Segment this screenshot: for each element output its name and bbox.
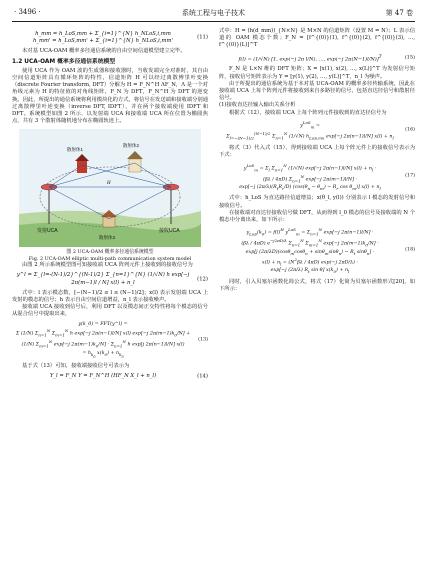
paragraph: 在接收端对直达径接收信号做 DFT，从而得到 l_0 模态的信号及接收端的 N 个模态中分离出来，如下所示： [219, 209, 415, 224]
equation-number: (11) [197, 34, 208, 41]
equation-number: (12) [197, 276, 208, 283]
equation-17 [219, 163, 415, 193]
equation-number: (14) [197, 373, 208, 380]
scatterer-3-label: 散射体3 [99, 235, 116, 241]
figure-caption-cn: 图 2 UCA-OAM 概率多径通信系统模型 [66, 249, 154, 256]
equation-13-line-1: Σ (1/N) $\Sigma_{n=1}^N$ $\Sigma_{m=1}^N$ h exp[−j 2π(n−1)l/N] x(l) exp[−j $2\pi(m-1)k_0/N$] + [15, 328, 191, 338]
equation-16-line-2: $\Sigma_{l=-(N-1)/2}^{(N-1)/2}$ $\Sigma_{n=1}^N$ (1/√N) $h_{LoS,mn}$ exp[−j 2π(n−1)l/N] $x(l) + n_l$ [226, 131, 394, 141]
paragraph: 根据式（12），接收端 UCA 上每个阵列元件接收到的直达径信号为 [229, 109, 387, 116]
paragraph: 基于式（13）可知，接收端接收信号可表示为 [22, 362, 130, 369]
equation-12-body: y^l = Σ_{l=-(N-1)/2}^{(N-1)/2} Σ_{n=1}^{N} (1/√N) h exp[−j 2π(m−1)l / N] x(l) + n_l [16, 272, 190, 286]
equation-17-line-2: (βλ / 4πD) $\Sigma_{n=1}^N$ exp[−j 2π(m−1)l/N] · [262, 173, 358, 184]
equation-11-line-a: h_mm = h_LoS,mm + Σ_{i=1}^{N} h_NLoS,i,mm [35, 31, 171, 37]
paragraph: 由于所提出的通信系统为基于本对基 UCA-OAM 的概率多径传输系统，因此在接收端 UCA 上每个阵列元件将接收到来自多路径的信号，包括直达径信号和散射径信号。 [219, 80, 415, 102]
equation-18-line-2: (βλ / 4πD) $e^{-j2\pi D/\lambda}$ $\Sigma_{n=1}^N$ $\Sigma_{m=1}^N$ exp[−j $2\pi(m-1)k_0/N$] · [241, 238, 379, 248]
channel-label: H [107, 181, 111, 187]
equation-13-line-3: = $h_{k_0}$ $x(k_0) + n_{k_0}$ [82, 350, 124, 359]
section-heading: 1.2 UCA-OAM 概率多径通信系统模型 [12, 58, 116, 65]
equation-number: (17) [405, 174, 415, 180]
equation-18-line-3: exp[j $(2\pi/\lambda D)(\cos\theta_m\cos\theta_n + \sin\theta_m\sin\theta_n) - R_t$ sinθ$_n$] · [245, 249, 375, 256]
equation-18 [219, 227, 415, 276]
equation-15 [219, 53, 415, 64]
equation-13-line-2: (1/N) $\Sigma_{m=1}^N$ exp[−j $2\pi(m-1)k_0/N] \cdot \Sigma_{n=1}^N$ h exp[j 2π(n−1)l/N] x(l) [21, 339, 185, 349]
equation-12 [12, 272, 208, 286]
right-column [219, 28, 415, 293]
equation-11 [12, 31, 208, 45]
equation-13 [12, 322, 208, 360]
tx-label: 发射UCA [37, 228, 58, 235]
header-rule [12, 21, 415, 22]
equation-14 [12, 373, 208, 380]
equation-16-line-1: $y^{LoS}_m$ = [300, 119, 320, 130]
paragraph: 式中：l 表示模态数，[−(N−1)/2 ≤ l ≤ (N−1)/2]；x(l) 表示发射端 UCA 上发射的模态的信号；h 表示自由空间信道增益，n_l 表示接收噪声。 [12, 289, 208, 304]
equation-number: (13) [198, 337, 208, 343]
paragraph: 式中：h_LoS 为直达路径信道增益；x(θ_l, y(l)) 分别表示 l 模态的发射信号和接收信号。 [219, 195, 415, 209]
equation-18-line-5: exp[−j (2π/λ) $R_t$ sin θ] $x(k_0) + n_l$ [270, 268, 350, 275]
scatterer-1-label: 散射体1 [67, 147, 84, 153]
journal-title: 系统工程与电子技术 [182, 9, 245, 17]
equation-number: (18) [405, 248, 415, 254]
equation-18-line-4: $x(l) + n_l = (N^2\beta\lambda / 4\pi D)$ exp(−j 2πD/λ) · [261, 257, 359, 267]
rx-label: 接收UCA [159, 228, 180, 235]
equation-number: (16) [405, 127, 415, 133]
equation-15-row-1: f(l) = (1/√N) [1, exp(−j 2π l/N), …, exp(−j 2π(N−1)l/N)]$^T$ [238, 53, 382, 63]
paragraph: 使用 UCA 作为 OAM 波的生成器和接收器时，当收发端完全对准时，其自由空间信道矩阵具有循环矩阵的特性，信道矩阵 H 可以经过离散傅里叶变换（discrete Fourier transform, DFT）分解为 H = F_N^H ΛF_N，Λ 是一个对角线元素为 H 的特征值的对角线矩阵，F_N 为 DFT，F_N^H 为 DFT 的逆变换。因此，所提出的通信系统将利用模块化的方式，将信号在发送端和接收端分别通过离散傅里叶逆变换（inverse DFT, IDFT），并在两个接收端使用 IDFT 和 DFT。系统模型如图 2 所示，以发射端 UCA 和接收端 UCA 所在位置为椭圆焦点，共有 3 个散射体随机地分布在椭圆轨迹上。 [12, 67, 208, 125]
paragraph: 将式（3）代入式（15），得到接收端 UCA 上每个阵元件上的接收信号表示为下式： [219, 145, 415, 159]
equation-number: (15) [404, 54, 415, 61]
subsection-heading: (1)接收直达径输入输出关系分析 [219, 102, 296, 109]
left-column [12, 28, 208, 383]
equation-17-line-1: $y^{LoS}_m = \Sigma_l$ $\Sigma_{n=1}^N$ (1/√N) exp[−j 2π(n−1)l/N] $x(l) + n_l$ · [243, 162, 377, 173]
paragraph: 本对基 UCA-OAM 概率多径通信系统的自由空间信道模型建立完毕。 [22, 48, 186, 55]
paragraph: 接收端 UCA 接收到信号后，利用 DFT 以及模态间正交特性将每个模态的信号从混合信号中提取出来， [12, 304, 208, 318]
paragraph: 式中：H = (h(d_mm))_{N×N} 是 M×N 的信道矩阵（设置 M = N）；L 表示信道的 OAM 模态个数；F_N = [f^{(0)}(1), f^{(0)}(2), f^{(0)}(3), …, f^{(0)}(L)]^T [219, 28, 415, 49]
equation-16 [219, 120, 415, 142]
page-number: · 3496 · [14, 8, 41, 16]
system-model-figure [19, 129, 201, 247]
scatterer-2-label: 散射体2 [123, 143, 140, 149]
equation-17-line-3: exp[−j $(2\pi/\lambda)(R_tR_r/D) (\cos(\theta_n - \theta_m) - R_r$ $\cos \theta_m$)] $x(l) + n_l$ [239, 184, 381, 191]
figure-caption-en: Fig. 2 UCA-OAM elliptic multi-path communication system model [28, 255, 192, 262]
page-header [0, 8, 427, 20]
paragraph: F_N 是 L×N 维的 DFT 矩阵；X = [x(1), x(2), …, x(L)]^T 为发射信号矩阵，接收信号矩阵表示为 Y = [y(1), y(2), …, y(L)]^T，n_l 为噪声。 [219, 66, 415, 80]
equation-13-head: y(k_0) = FFT(y^l) = [78, 321, 128, 327]
paragraph: 由图 2 所示系统模型图可知接收端 UCA 阵列元件上接收到的接收信号为 [22, 262, 193, 269]
equation-11-line-b: h_mm' = h_LoS,mm' + Σ_{i=1}^{N} h_NLoS,i,mm' [32, 38, 174, 45]
paragraph: 同时，引入贝塞尔函数化简公式，将式（17）化简为贝塞尔函数形式[20]，如下所示： [219, 278, 415, 292]
volume-label: 第 47 卷 [385, 9, 413, 17]
equation-14-body: Y_l = F_N Y = F_N^H (HF_N X_l + n_l) [49, 373, 157, 380]
equation-18-line-1: $y_{LoS}(k_0) = f(l)^H$ $y^{LoS}_m = \Sigma_{n=1}^N$ exp[−j 2π(n−1)l/N] · [246, 227, 374, 237]
